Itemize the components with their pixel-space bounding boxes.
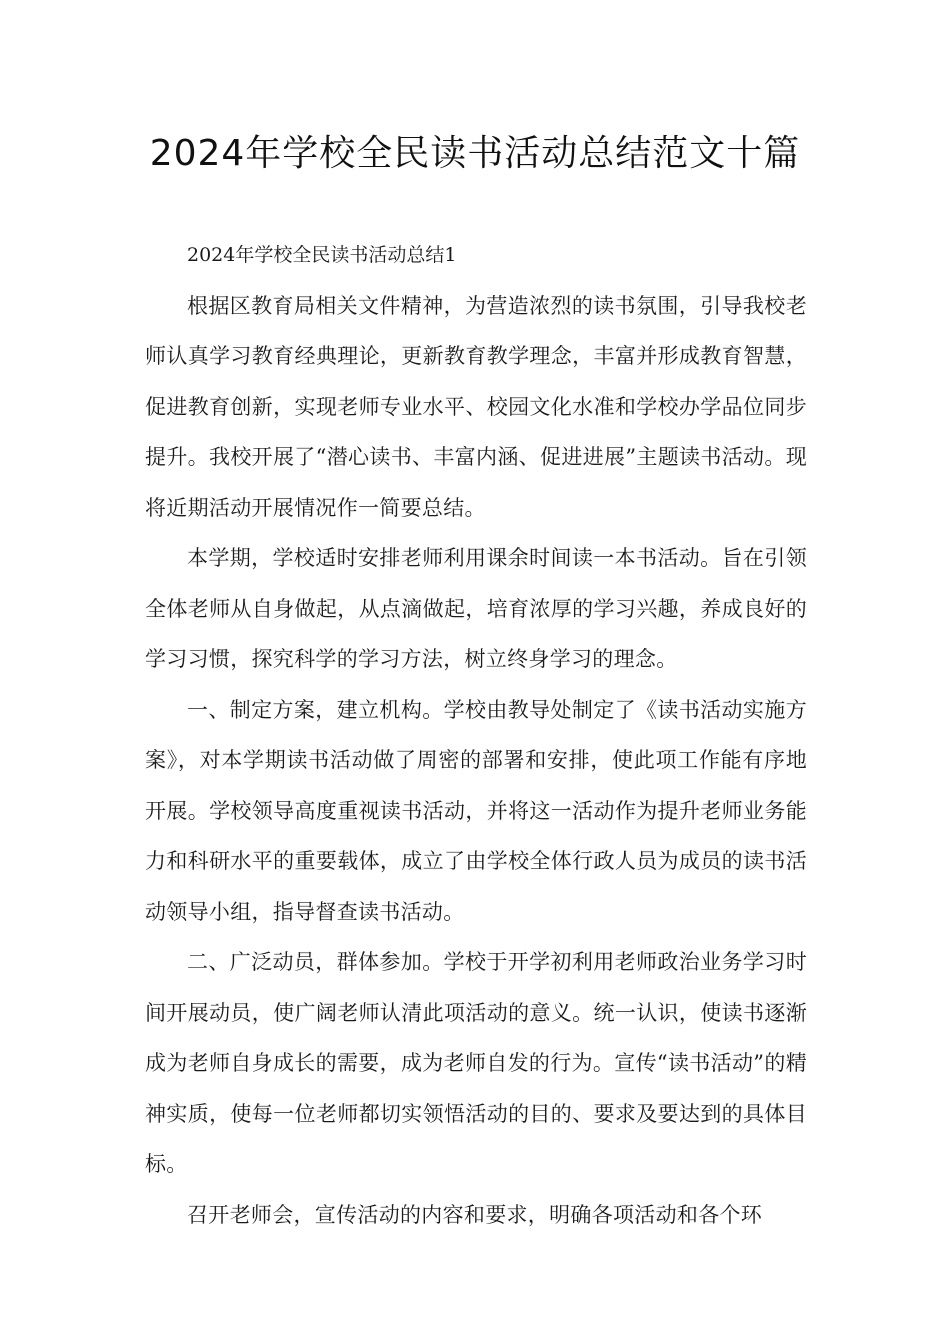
paragraph-2: 本学期，学校适时安排老师利用课余时间读一本书活动。旨在引领全体老师从自身做起，从点滴做起，培育浓厚的学习兴趣，养成良好的学习习惯，探究科学的学习方法，树立终身学习的理念。 bbox=[145, 546, 807, 671]
paragraph-4: 二、广泛动员，群体参加。学校于开学初利用老师政治业务学习时间开展动员，使广阔老师认清此项活动的意义。统一认识，使读书逐渐成为老师自身成长的需要，成为老师自发的行为。宣传“读书活动”的精神实质，使每一位老师都切实领悟活动的目的、要求及要达到的具体目标。 bbox=[145, 950, 807, 1176]
document-body bbox=[145, 230, 807, 1240]
paragraph-1: 根据区教育局相关文件精神，为营造浓烈的读书氛围，引导我校老师认真学习教育经典理论，更新教育教学理念，丰富并形成教育智慧，促进教育创新，实现老师专业水平、校园文化水准和学校办学品位同步提升。我校开展了“潜心读书、丰富内涵、促进进展”主题读书活动。现将近期活动开展情况作一简要总结。 bbox=[145, 293, 807, 520]
section-heading: 2024年学校全民读书活动总结1 bbox=[187, 244, 457, 266]
document-title: 2024年学校全民读书活动总结范文十篇 bbox=[149, 133, 801, 174]
paragraph-5: 召开老师会，宣传活动的内容和要求，明确各项活动和各个环 bbox=[187, 1202, 763, 1227]
paragraph-3: 一、制定方案，建立机构。学校由教导处制定了《读书活动实施方案》，对本学期读书活动做了周密的部署和安排，使此项工作能有序地开展。学校领导高度重视读书活动，并将这一活动作为提升老师业务能力和科研水平的重要载体，成立了由学校全体行政人员为成员的读书活动领导小组，指导督查读书活动。 bbox=[145, 697, 807, 924]
